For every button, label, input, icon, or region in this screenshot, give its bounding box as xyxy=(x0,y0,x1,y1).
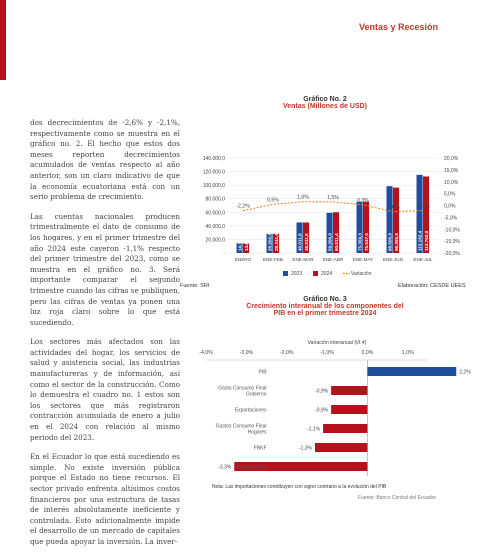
x-tick-label: ENE-JUL xyxy=(413,257,433,262)
bar xyxy=(331,405,367,414)
category-label: Hogares xyxy=(247,429,267,436)
paragraph: En el Ecuador lo que está sucediendo es simple. No existe inversión pública porque el Estado no tiene recursos. El sector privado enfrenta altísimos costos financieros por una estructura de tasas de interés absolutamente ineficiente y controlada. Esto adicionalmente impide el desarrollo de un mercado de capitales que pueda apoyar la inversión. La inver- xyxy=(30,452,180,546)
figure-3-subtitle-2: PIB en el primer trimestre 2024 xyxy=(273,310,377,317)
bar xyxy=(367,367,456,376)
figure-2-label: Gráfico No. 2 xyxy=(303,96,347,103)
y-left-tick-label: 80.000,0 xyxy=(205,196,225,203)
bar-data-label: -1,3% xyxy=(298,445,312,452)
x-tick-label: ENE-JUN xyxy=(383,257,403,262)
bar-data-label: 75.359,3 xyxy=(357,233,363,251)
variation-data-label: 1,6% xyxy=(297,194,309,201)
figure-3-title xyxy=(200,296,450,317)
legend-label: 2023 xyxy=(291,271,303,277)
category-label: PIB xyxy=(258,369,267,376)
bar-data-label: 112.762,0 xyxy=(423,230,429,251)
bar xyxy=(315,443,367,452)
bar-data-label: 59.206,0 xyxy=(327,233,333,251)
bar xyxy=(323,424,367,433)
y-right-tick-label: -20,0% xyxy=(444,251,460,257)
paragraph: dos decrecimientos de -2,6% y -2,1%, respectivamente como se muestra en el gráfico no. 2. El hecho que estos dos meses reporten decrecimientos acumulados de ventas respecto al año anterior, son un claro indicativo de que la economía ecuatoriana está con un serio problema de crecimiento. xyxy=(30,118,180,202)
figure-3-footer: Fuente: Banco Central del Ecuador xyxy=(358,495,437,501)
x-tick-label: ENE-MAY xyxy=(352,257,374,262)
x-tick-label: -2,0% xyxy=(279,350,294,356)
bar-data-label: 98.505,9 xyxy=(387,233,393,251)
paragraph: Las cuentas nacionales producen trimestralmente el dato de consumo de los hogares, y en el primer trimestre del año 2024 este cayeron -1,1% respecto del primer trimestre del 2023, como se muestra en el gráfico no. 3. Será importante comparar el segundo trimestre cuando las cifras se publiquen, pero las cifras de ventas ya ponen una luz roja claro sobre lo que está sucediendo. xyxy=(30,211,180,327)
bar-data-label: 2,2% xyxy=(459,369,471,376)
bar-data-label: 96.355,5 xyxy=(393,233,399,251)
bar-data-label: 115.182,4 xyxy=(417,230,423,251)
y-left-tick-label: 140.000,0 xyxy=(202,156,225,162)
bar-data-label: 45.011,8 xyxy=(297,233,303,251)
figure-2-source: Fuente: SRI xyxy=(180,283,210,289)
section-title: Ventas y Recesión xyxy=(358,22,438,32)
x-tick-label: ENE-ABR xyxy=(322,257,344,262)
x-tick-label: ENE-FEB xyxy=(263,257,283,262)
variation-data-label: 0,5% xyxy=(267,197,279,204)
bar-data-label: 60.011,4 xyxy=(333,233,339,251)
legend-swatch xyxy=(283,271,288,276)
x-tick-label: -1,0% xyxy=(320,350,334,356)
y-right-tick-label: -15,0% xyxy=(444,239,460,246)
y-right-tick-label: 5,0% xyxy=(444,191,456,198)
x-tick-label: ENERO xyxy=(234,257,252,262)
bar-data-label: 75.547,5 xyxy=(363,233,369,251)
category-label: FBKF xyxy=(253,445,267,452)
legend-label: 2024 xyxy=(321,271,333,277)
legend-label: Variación xyxy=(351,271,372,277)
variation-data-label: 0,3% xyxy=(357,197,369,204)
bar-data-label: -3,3% xyxy=(218,464,232,471)
variation-data-label: -2,2% xyxy=(236,203,250,210)
x-tick-label: -3,0% xyxy=(239,350,254,356)
x-axis-title: Variación interanual (t/t 4) xyxy=(307,340,367,346)
y-right-tick-label: 10,0% xyxy=(444,179,459,186)
bar-data-label: -0,9% xyxy=(315,407,329,414)
x-tick-label: 0,0% xyxy=(361,350,374,356)
y-right-tick-label: -10,0% xyxy=(444,227,460,234)
y-right-tick-label: -5,0% xyxy=(444,215,458,222)
category-label: Exportaciones xyxy=(234,407,267,414)
category-label: Importaciones xyxy=(235,464,267,471)
bar-data-label: 28.202,6 xyxy=(267,233,273,251)
variation-data-label: 1,5% xyxy=(327,194,339,201)
bar xyxy=(331,386,367,395)
body-text-column xyxy=(30,118,180,557)
variation-data-label: -2,1% xyxy=(416,203,430,210)
bar-data-label: 28.341,6 xyxy=(273,233,279,251)
paragraph: Los sectores más afectados son las actividades del hogar, los servicios de salud y asistencia social, las industrias manufactureras y de información, así como el sector de la construcción. Como lo demuestra el cuadro no. 1 estos son los sectores que más registraron contracción acumulada de enero a julio en el 2024 con relación al mismo periodo del 2023. xyxy=(30,337,180,442)
figure-3-subtitle-1: Crecimiento interanual de los componentes del xyxy=(246,303,404,310)
variation-data-label: -2,6% xyxy=(386,204,400,211)
x-tick-label: -4,0% xyxy=(199,350,213,356)
y-right-tick-label: 15,0% xyxy=(444,167,459,174)
x-tick-label: 1,0% xyxy=(401,350,414,356)
y-right-tick-label: 20,0% xyxy=(444,156,459,162)
figure-2-title xyxy=(200,96,450,110)
bar-data-label: 14.345,5 xyxy=(237,233,243,251)
x-tick-label: ENE-MAR xyxy=(292,257,314,262)
figure-2-subtitle: Ventas (Millones de USD) xyxy=(282,103,368,110)
figure-3-chart xyxy=(198,336,473,484)
figure-2-chart xyxy=(188,150,478,280)
y-left-tick-label: 120.000,0 xyxy=(202,169,225,176)
y-left-tick-label: 40.000,0 xyxy=(205,223,225,230)
y-left-tick-label: 100.000,0 xyxy=(202,183,225,190)
bar-data-label: 14.034,8 xyxy=(243,233,249,251)
header-accent-bar xyxy=(0,0,6,80)
y-right-tick-label: 0,0% xyxy=(444,203,456,210)
category-label: Gastos Consumo Final xyxy=(215,423,267,430)
category-label: Gobierno xyxy=(245,391,267,398)
category-label: Gasto Consumo Final xyxy=(218,385,267,392)
figure-3-note: Nota: Las importaciones contribuyen con signo contrario a la evolución del PIB xyxy=(212,484,387,490)
figure-3-label: Gráfico No. 3 xyxy=(303,296,347,303)
bar-data-label: 45.011,8 xyxy=(303,233,309,251)
legend-swatch xyxy=(313,271,318,276)
y-left-tick-label: 60.000,0 xyxy=(205,210,225,217)
y-left-tick-label: 20.000,0 xyxy=(205,237,225,244)
y-left-tick-label: - xyxy=(223,251,225,257)
figure-2-elaboration: Elaboración: CESDE UEES xyxy=(398,283,466,289)
bar-data-label: -1,1% xyxy=(306,426,321,433)
bar-data-label: -0,9% xyxy=(315,388,329,395)
